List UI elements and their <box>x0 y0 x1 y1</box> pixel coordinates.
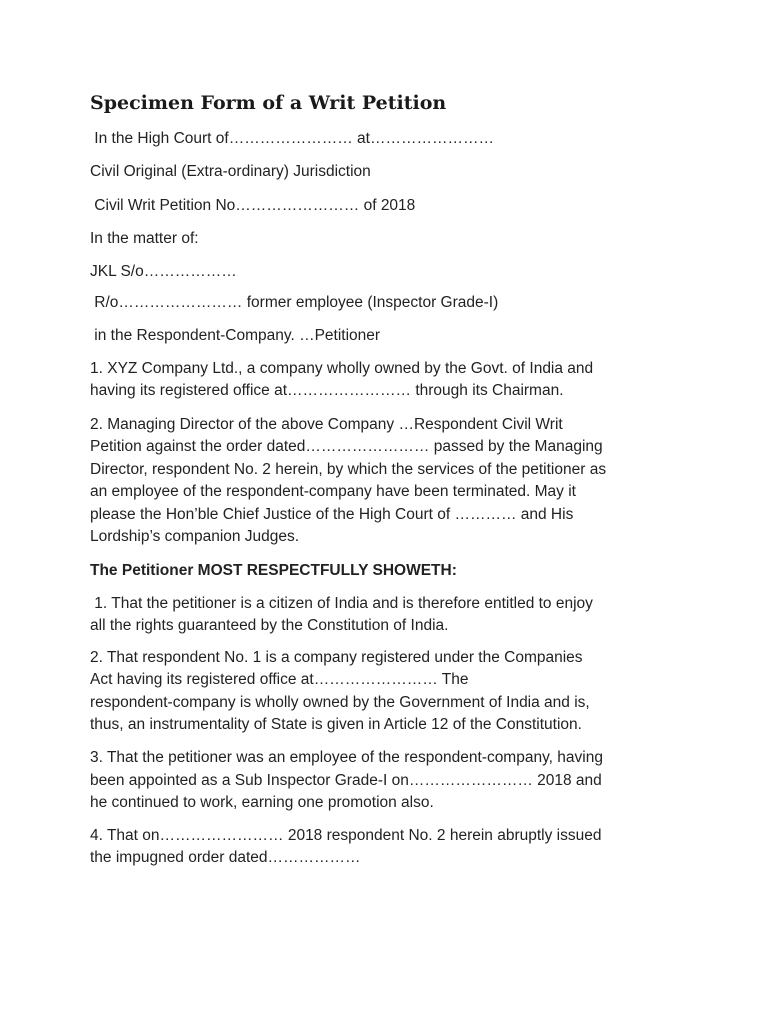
respondent-2-line-1: 2. Managing Director of the above Company …Respondent Civil Writ <box>90 416 563 433</box>
jurisdiction-line: Civil Original (Extra-ordinary) Jurisdiction <box>90 163 371 180</box>
petitioner-name-line: JKL S/o……………… <box>90 263 237 280</box>
para-2-line-4: thus, an instrumentality of State is given in Article 12 of the Constitution. <box>90 716 582 733</box>
document-title: Specimen Form of a Writ Petition <box>90 92 447 114</box>
para-4-line-1: 4. That on…………………… 2018 respondent No. 2 herein abruptly issued <box>90 827 602 844</box>
respondent-2-line-5: please the Hon’ble Chief Justice of the High Court of ………… and His <box>90 506 574 523</box>
petitioner-role-line: in the Respondent-Company. …Petitioner <box>90 327 381 344</box>
respondent-2-line-6: Lordship’s companion Judges. <box>90 528 300 545</box>
court-line: In the High Court of…………………… at…………………… <box>90 130 494 147</box>
para-2-line-1: 2. That respondent No. 1 is a company registered under the Companies <box>90 649 583 666</box>
para-2-line-3: respondent-company is wholly owned by the Government of India and is, <box>90 694 590 711</box>
para-1-line-1: 1. That the petitioner is a citizen of India and is therefore entitled to enjoy <box>90 595 593 612</box>
para-1-line-2: all the rights guaranteed by the Constitution of India. <box>90 617 449 634</box>
respondent-1-line-2: having its registered office at…………………… through its Chairman. <box>90 382 564 399</box>
para-3-line-3: he continued to work, earning one promotion also. <box>90 794 434 811</box>
respondent-2-line-4: an employee of the respondent-company have been terminated. May it <box>90 483 576 500</box>
para-4-line-2: the impugned order dated……………… <box>90 849 361 866</box>
petition-number-line: Civil Writ Petition No…………………… of 2018 <box>90 197 416 214</box>
respondent-2-line-3: Director, respondent No. 2 herein, by which the services of the petitioner as <box>90 461 607 478</box>
para-3-line-2: been appointed as a Sub Inspector Grade-I on…………………… 2018 and <box>90 772 602 789</box>
para-3-line-1: 3. That the petitioner was an employee of the respondent-company, having <box>90 749 603 766</box>
respondent-1-line-1: 1. XYZ Company Ltd., a company wholly owned by the Govt. of India and <box>90 360 594 377</box>
respondent-2-line-2: Petition against the order dated…………………… passed by the Managing <box>90 438 603 455</box>
matter-heading: In the matter of: <box>90 230 199 247</box>
para-2-line-2: Act having its registered office at…………………… The <box>90 671 469 688</box>
showeth-heading: The Petitioner MOST RESPECTFULLY SHOWETH: <box>90 562 457 579</box>
petitioner-residence-line: R/o…………………… former employee (Inspector Grade-I) <box>90 294 499 311</box>
